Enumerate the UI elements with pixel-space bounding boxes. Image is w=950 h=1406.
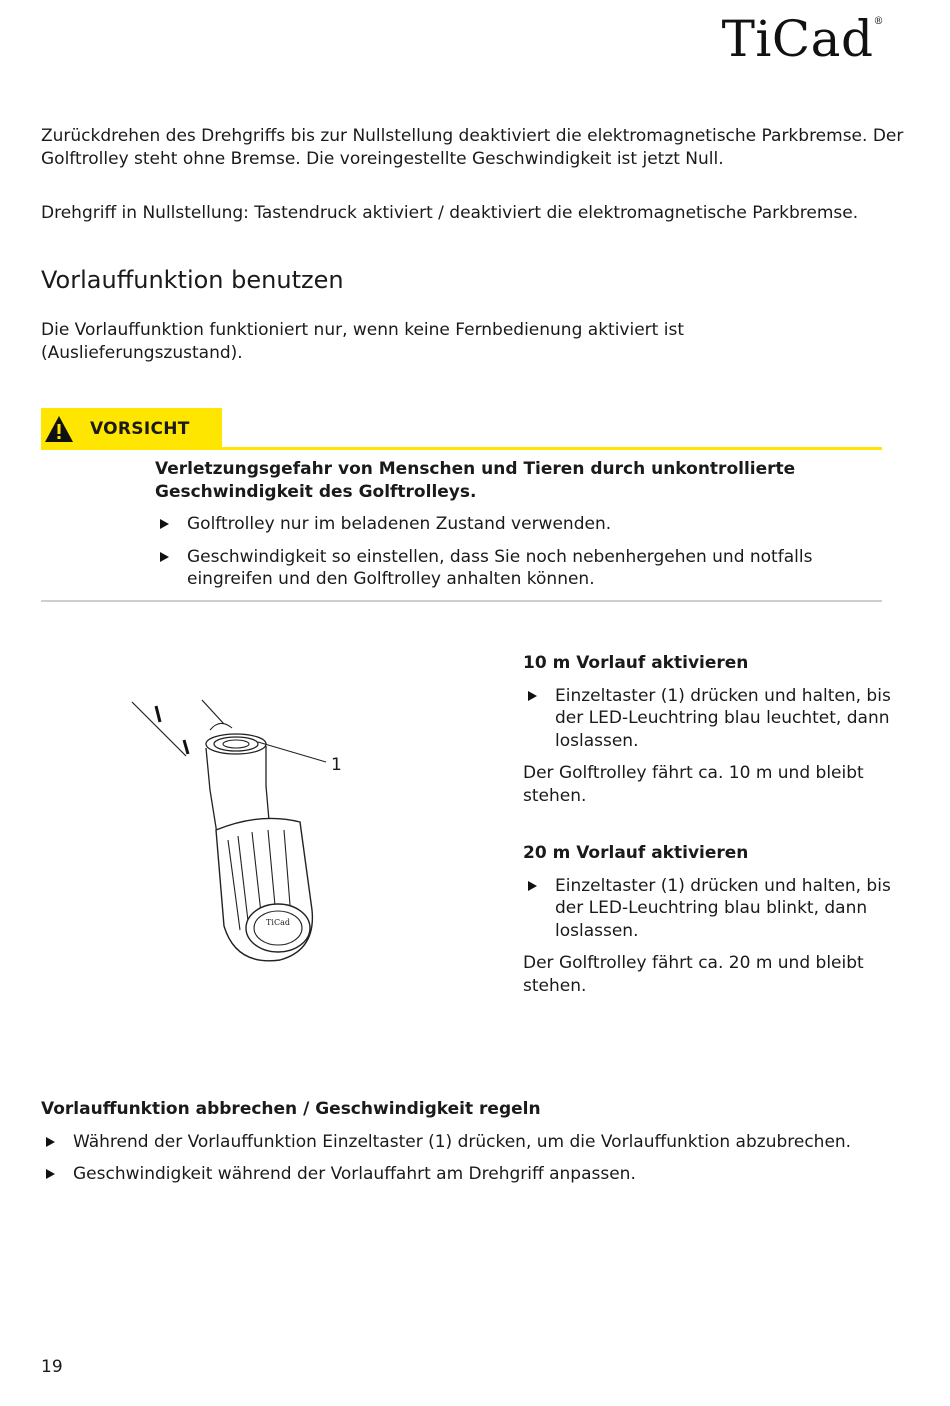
- step-text: Einzeltaster (1) drücken und halten, bis der LED-Leuchtring blau blinkt, dann loslassen.: [555, 875, 891, 941]
- intro-paragraph-2: Drehgriff in Nullstellung: Tastendruck aktiviert / deaktiviert die elektromagnetische Parkbremse.: [41, 203, 859, 223]
- section-heading: Vorlauffunktion benutzen: [41, 266, 344, 294]
- advance-20m-steps: [523, 875, 913, 943]
- caution-item-text: Geschwindigkeit so einstellen, dass Sie noch nebenhergehen und notfalls eingreifen und den Golftrolley anhalten können.: [187, 546, 813, 589]
- caution-bottom-rule: [41, 600, 882, 602]
- warning-triangle-icon: [44, 415, 74, 443]
- cancel-item: [41, 1131, 921, 1154]
- bullet-triangle-icon: [528, 881, 537, 891]
- caution-list: [155, 513, 875, 591]
- grip-brand-text: TiCad: [266, 918, 290, 927]
- cancel-list: [41, 1131, 921, 1186]
- page-number: 19: [41, 1357, 63, 1377]
- step-item: [523, 875, 913, 943]
- bullet-triangle-icon: [46, 1137, 55, 1147]
- handle-grip-illustration: [120, 690, 360, 980]
- brand-logo: [722, 10, 884, 68]
- cancel-title: Vorlauffunktion abbrechen / Geschwindigkeit regeln: [41, 1099, 541, 1119]
- advance-10m-title: 10 m Vorlauf aktivieren: [523, 653, 749, 673]
- advance-20m-block: [523, 842, 913, 997]
- advance-10m-steps: [523, 685, 913, 753]
- caution-item-text: Golftrolley nur im beladenen Zustand verwenden.: [187, 514, 612, 534]
- cancel-item-text: Während der Vorlauffunktion Einzeltaster (1) drücken, um die Vorlauffunktion abzubrechen.: [73, 1131, 852, 1152]
- section-intro-text: Die Vorlauffunktion funktioniert nur, wenn keine Fernbedienung aktiviert ist (Auslieferungszustand).: [41, 320, 684, 363]
- callout-number: 1: [331, 755, 342, 775]
- caution-label: VORSICHT: [90, 418, 190, 439]
- advance-10m-block: [523, 652, 913, 807]
- cancel-item: [41, 1163, 921, 1186]
- bullet-triangle-icon: [160, 519, 169, 529]
- step-text: Einzeltaster (1) drücken und halten, bis der LED-Leuchtring blau leuchtet, dann loslassen.: [555, 685, 891, 751]
- caution-label-tab: [41, 408, 222, 449]
- brand-logo-text: TiCad: [721, 10, 874, 68]
- caution-body: [155, 458, 875, 601]
- bullet-triangle-icon: [160, 552, 169, 562]
- cancel-item-text: Geschwindigkeit während der Vorlauffahrt am Drehgriff anpassen.: [73, 1164, 636, 1184]
- caution-item: [155, 546, 875, 591]
- bullet-triangle-icon: [46, 1169, 55, 1179]
- step-item: [523, 685, 913, 753]
- caution-divider: [41, 447, 882, 450]
- caution-headline: Verletzungsgefahr von Menschen und Tieren durch unkontrollierte Geschwindigkeit des Golftrolleys.: [155, 459, 796, 502]
- intro-paragraph-1: Zurückdrehen des Drehgriffs bis zur Nullstellung deaktiviert die elektromagnetische Parkbremse. Der Golftrolley steht ohne Bremse. Die voreingestellte Geschwindigkeit ist jetzt Null.: [41, 126, 904, 169]
- cancel-section: [41, 1098, 921, 1196]
- bullet-triangle-icon: [528, 691, 537, 701]
- caution-item: [155, 513, 875, 536]
- advance-20m-title: 20 m Vorlauf aktivieren: [523, 843, 749, 863]
- advance-10m-result: Der Golftrolley fährt ca. 10 m und bleibt stehen.: [523, 763, 864, 806]
- registered-mark: ®: [873, 16, 884, 27]
- advance-20m-result: Der Golftrolley fährt ca. 20 m und bleibt stehen.: [523, 953, 864, 996]
